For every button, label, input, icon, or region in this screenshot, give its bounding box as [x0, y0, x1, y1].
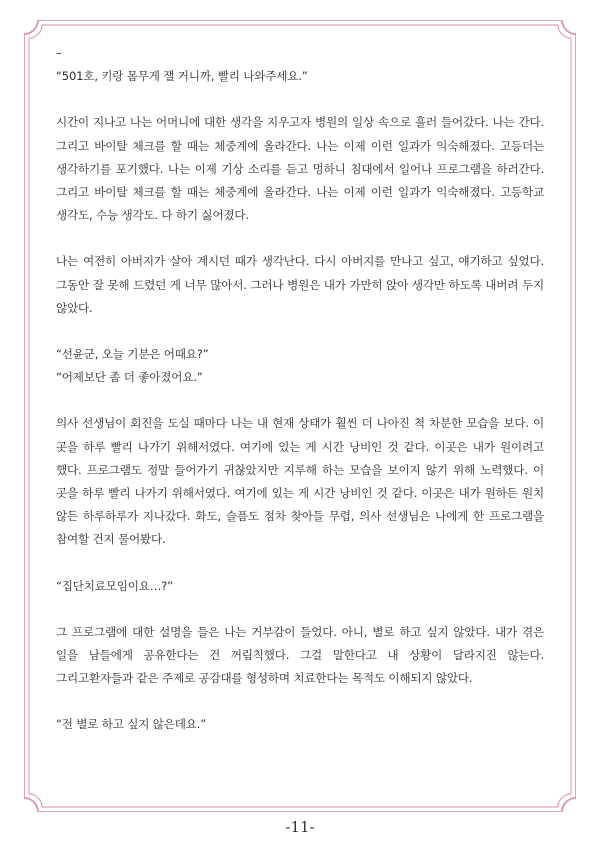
- paragraph-gap: [56, 88, 544, 111]
- paragraph: “501호, 키랑 몸무게 잴 거니까, 빨리 나와주세요.”: [56, 69, 308, 84]
- paragraph: 그 프로그램에 대한 설명을 들은 나는 거부감이 들었다. 아니, 별로 하고 싶지 않았다. 내가 겪은 일을 남들에게 공유한다는 건 꺼림칙했다. 그걸 말한다고 내 상황이 달라지진 않는다. 그리고환자들과 같은 주제로 공감대를 형성하며 치료한다는 목적도 이해되지 않았다.: [56, 624, 544, 686]
- paragraph: 시간이 지나고 나는 어머니에 대한 생각을 지우고자 병원의 일상 속으로 흘러 들어갔다. 나는 간다. 그리고 바이탈 체크를 할 때는 체중계에 올라간다. 나는 이제 이런 일과가 익숙해졌다. 고등더는 생각하기를 포기했다. 나는 이제 기상 소리를 듣고 멍하니 침대에서 일어나 프로그램을 하러간다. 그리고 바이탈 체크를 할 때는 체중계에 올라간다. 나는 이제 이런 일과가 익숙해졌다. 고등학교 생각도, 수능 생각도. 다 하기 싫어졌다.: [56, 115, 544, 223]
- paragraph: “선윤군, 오늘 기분은 어때요?”: [56, 347, 209, 362]
- paragraph-gap: [56, 227, 544, 250]
- paragraph: “집단치료모임이요…?”: [56, 578, 173, 593]
- paragraph-gap: [56, 320, 544, 343]
- paragraph-gap: [56, 598, 544, 621]
- page-body: [56, 42, 544, 737]
- paragraph-gap: [56, 552, 544, 575]
- paragraph: 나는 여전히 아버지가 살아 계시던 때가 생각난다. 다시 아버지를 만나고 싶고, 얘기하고 싶었다. 그동안 잘 못해 드렸던 게 너무 많아서. 그러나 병원은 내가 가만히 앉아 생각만 하도록 내버려 두지 않았다.: [56, 254, 544, 315]
- paragraph: –: [56, 46, 62, 60]
- paragraph-gap: [56, 389, 544, 412]
- paragraph: “어제보단 좀 더 좋아졌어요.”: [56, 370, 203, 385]
- paragraph: “전 별로 하고 싶지 않은데요.”: [56, 717, 207, 732]
- paragraph: 의사 선생님이 회진을 도실 때마다 나는 내 현재 상태가 훨씬 더 나아진 척 차분한 모습을 보다. 이 곳을 하루 빨리 나가기 위해서였다. 여기에 있는 게 시간 낭비인 것 같다. 이곳은 내가 원이려고 했다. 프로그램도 정말 들어가기 귀찮았지만 지루해 하는 모습을 보이지 않기 위해 노력했다. 이 곳을 하루 빨리 나가기 위해서였다. 여기에 있는 게 시간 낭비인 것 같다. 이곳은 내가 원하든 원치 않든 하루하루가 지나갔다. 화도, 슬픔도 점차 찾아들 무렵, 의사 선생님은 나에게 한 프로그램을 참여할 건지 물어봤다.: [56, 416, 544, 547]
- page-number: -11-: [285, 818, 315, 836]
- paragraph-gap: [56, 690, 544, 713]
